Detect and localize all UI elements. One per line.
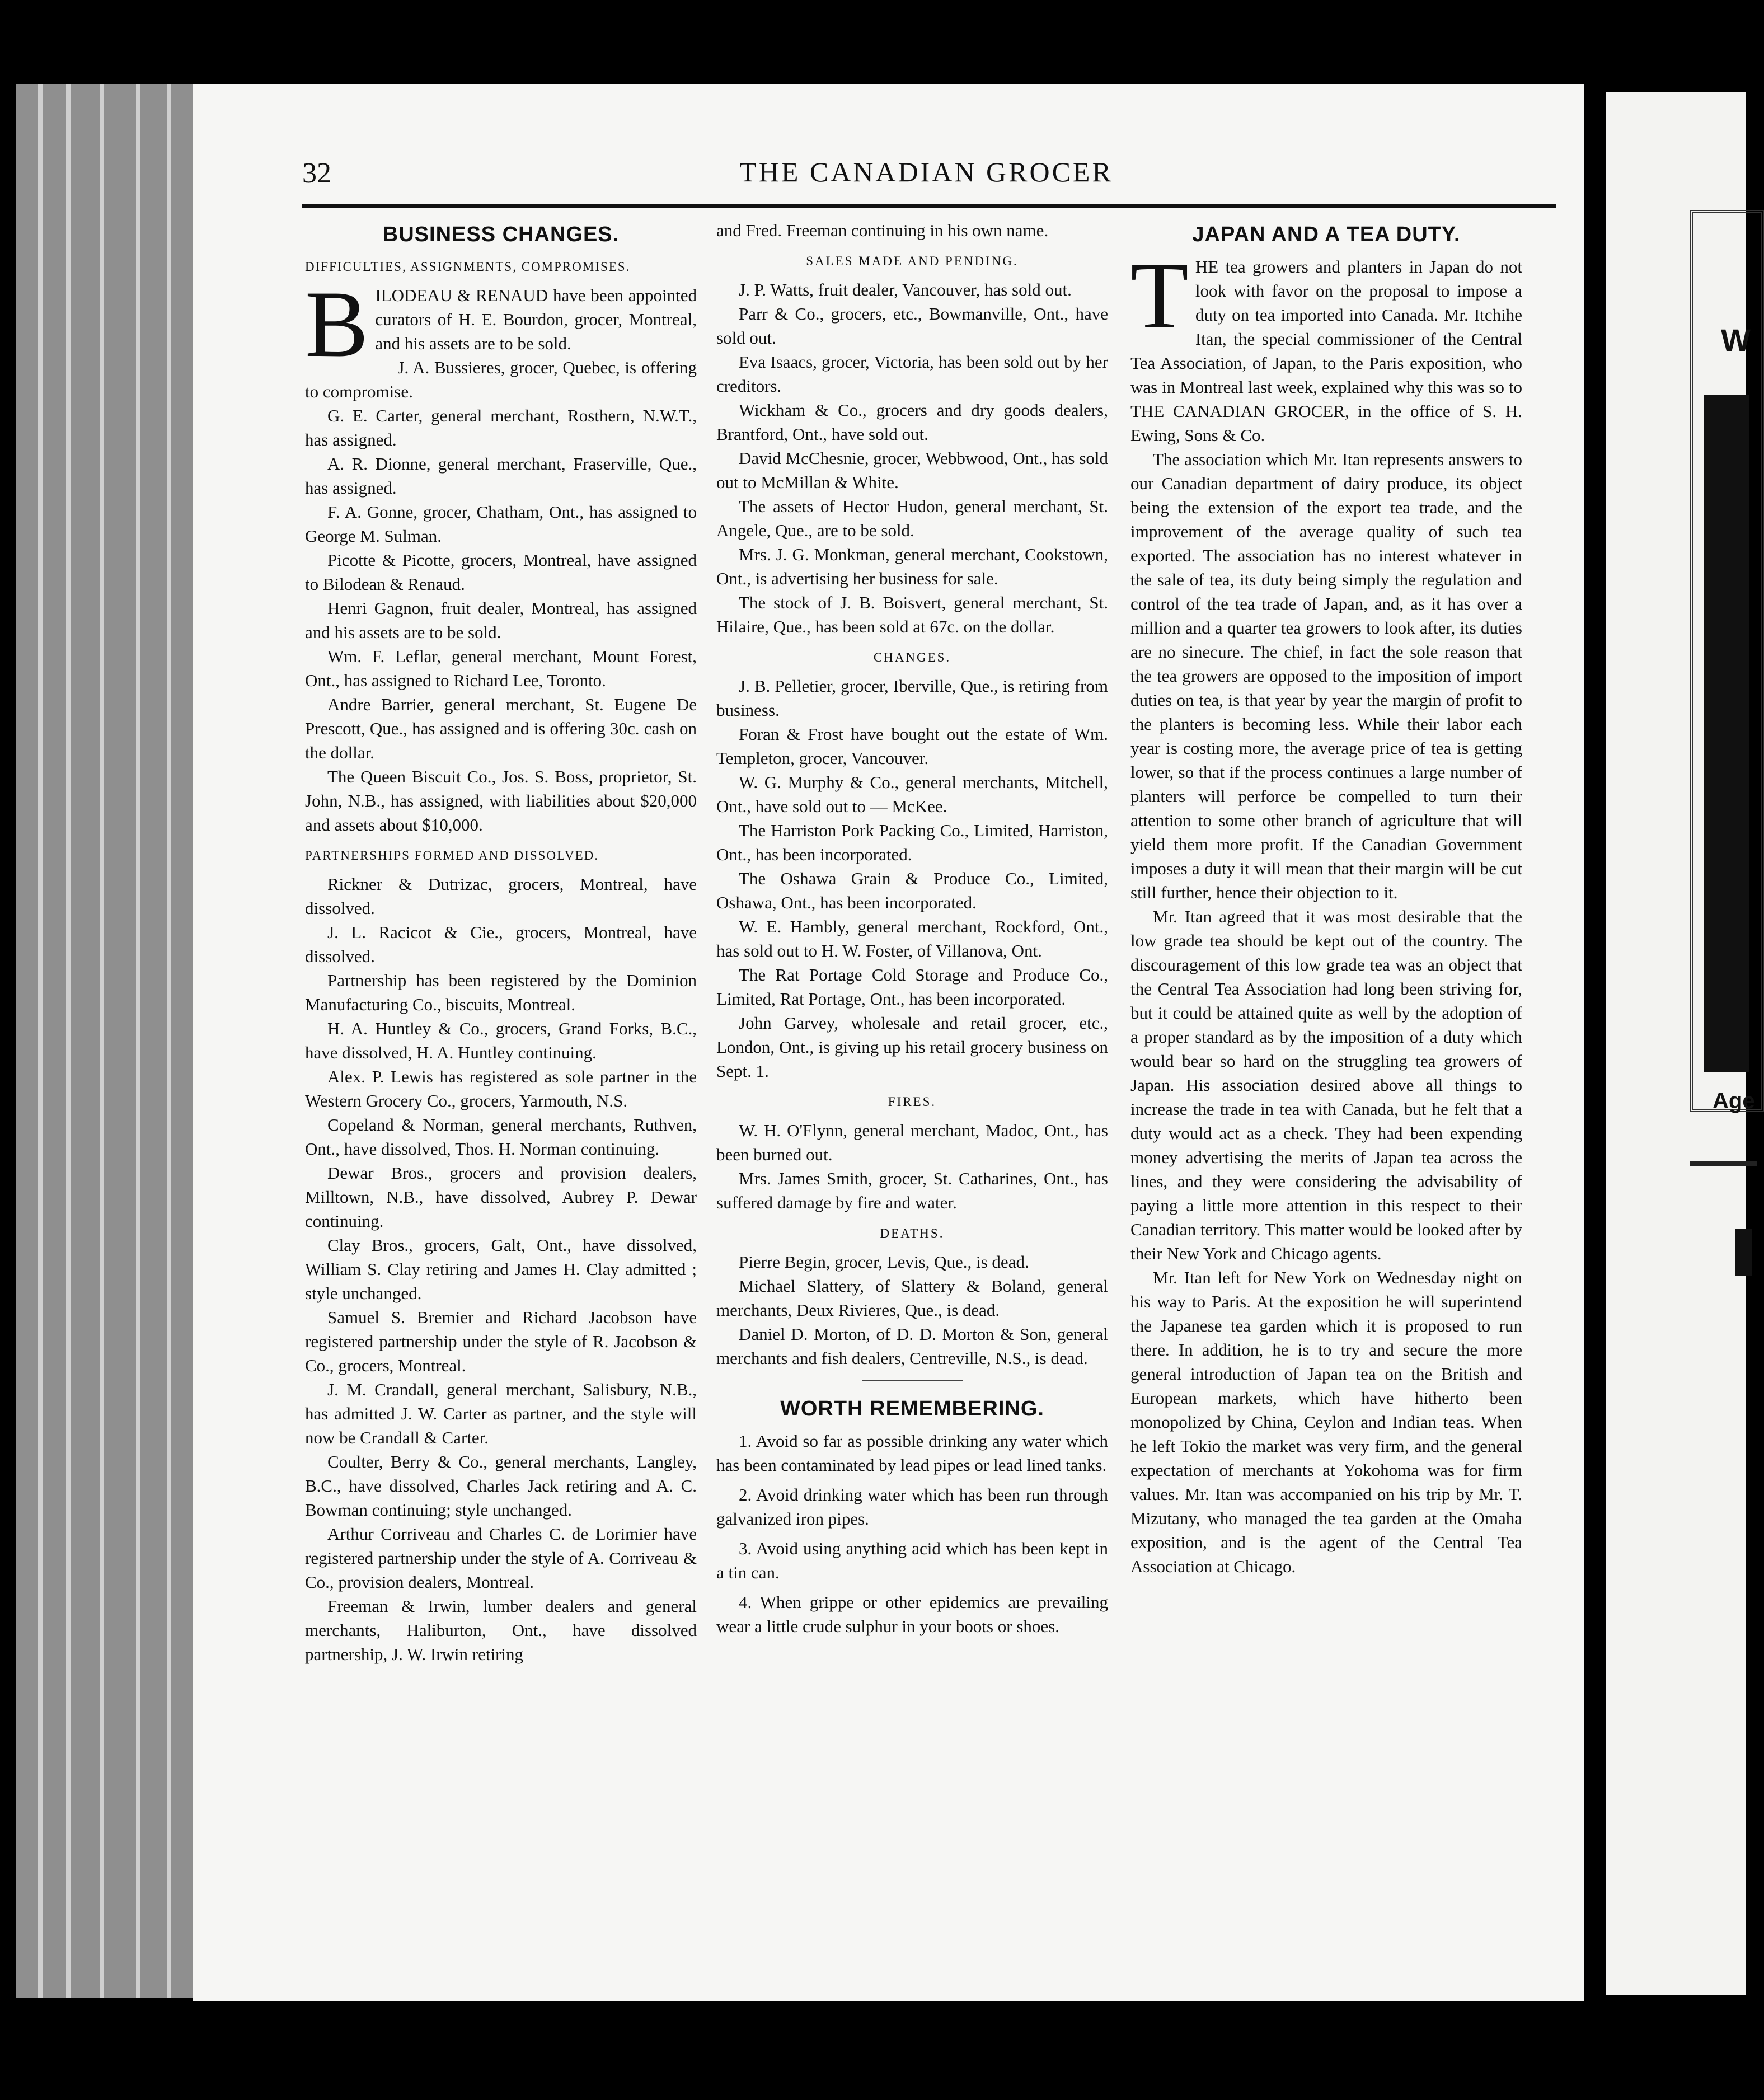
list-item: Foran & Frost have bought out the estate of Wm. Templeton, grocer, Vancouver.	[716, 724, 1108, 768]
list-item: The Rat Portage Cold Storage and Produce Co., Limited, Rat Portage, Ont., has been incorporated.	[716, 965, 1108, 1009]
ad-fragment-text: Age	[1713, 1089, 1755, 1113]
list-item: Coulter, Berry & Co., general merchants, Langley, B.C., have dissolved, Charles Jack retiring and A. C. Bowman continuing; style unchanged.	[305, 1452, 697, 1520]
list-item: The Harriston Pork Packing Co., Limited, Harriston, Ont., has been incorporated.	[716, 821, 1108, 864]
list-item: J. B. Pelletier, grocer, Iberville, Que., is retiring from business.	[716, 676, 1108, 720]
business-changes-lead: BILODEAU & RENAUD have been appointed curators of H. E. Bourdon, grocer, Montreal, and his assets are to be sold.	[305, 271, 697, 377]
book-page-edges	[16, 84, 200, 1998]
japan-tea-lead: THE tea growers and planters in Japan do not look with favor on the proposal to impose a duty on tea imported into Canada. Mr. Itchihe Itan, the special commissioner of the Central Tea Association, of Japan, to the Paris exposition, who was in Montreal last week, explained why this was so to THE CANADIAN GROCER, in the office of S. H. Ewing, Sons & Co.	[1130, 243, 1522, 445]
header-rule	[302, 204, 1556, 208]
ad-fragment-text: W	[1721, 322, 1751, 358]
partnerships-heading: PARTNERSHIPS FORMED AND DISSOLVED.	[305, 849, 599, 862]
list-item: Arthur Corriveau and Charles C. de Lorimier have registered partnership under the style of A. Corriveau & Co., provision dealers, Montreal.	[305, 1524, 697, 1592]
japan-tea-title: JAPAN AND A TEA DUTY.	[1192, 223, 1461, 246]
adjacent-page-fragment	[1606, 92, 1755, 1995]
list-item: Wickham & Co., grocers and dry goods dealers, Brantford, Ont., have sold out.	[716, 400, 1108, 444]
article-paragraph: Mr. Itan agreed that it was most desirable that the low grade tea should be kept out of the country. The discouragement of this low grade tea was an object that the Central Tea Association had long been striving for, but it could be attained quite as well by the adoption of a proper standard as by the imposition of a duty which would bear so hard on the struggling tea growers of Japan. His association desired above all things to increase the trade in tea with Canada, but he felt that a duty would act as a check. They had been expending money advertising the merits of Japan tea across the lines, and they were considering the advisability of paying a little more attention in this respect to their Canadian territory. This matter would be looked after by their New York and Chicago agents.	[1130, 907, 1522, 1263]
list-item: J. L. Racicot & Cie., grocers, Montreal, have dissolved.	[305, 922, 697, 966]
page-number: 32	[302, 157, 331, 189]
sales-heading: SALES MADE AND PENDING.	[806, 254, 1019, 268]
list-item: Daniel D. Morton, of D. D. Morton & Son, general merchants and fish dealers, Centreville, N.S., is dead.	[716, 1324, 1108, 1368]
list-item: W. G. Murphy & Co., general merchants, Mitchell, Ont., have sold out to — McKee.	[716, 772, 1108, 816]
list-item: 3. Avoid using anything acid which has been kept in a tin can.	[716, 1539, 1108, 1582]
list-item: Michael Slattery, of Slattery & Boland, general merchants, Deux Rivieres, Que., is dead.	[716, 1276, 1108, 1320]
list-item: Alex. P. Lewis has registered as sole partner in the Western Grocery Co., grocers, Yarmouth, N.S.	[305, 1067, 697, 1110]
list-item: W. E. Hambly, general merchant, Rockford, Ont., has sold out to H. W. Foster, of Villanova, Ont.	[716, 917, 1108, 960]
list-item: Samuel S. Bremier and Richard Jacobson have registered partnership under the style of R. Jacobson & Co., grocers, Montreal.	[305, 1307, 697, 1375]
continued-text: and Fred. Freeman continuing in his own name.	[716, 221, 1049, 240]
list-item: J. P. Watts, fruit dealer, Vancouver, has sold out.	[739, 280, 1072, 299]
running-head	[302, 151, 1550, 201]
list-item: Dewar Bros., grocers and provision dealers, Milltown, N.B., have dissolved, Aubrey P. Dewar continuing.	[305, 1163, 697, 1231]
list-item: Pierre Begin, grocer, Levis, Que., is dead.	[739, 1252, 1029, 1272]
list-item: 4. When grippe or other epidemics are prevailing wear a little crude sulphur in your boots or shoes.	[716, 1592, 1108, 1636]
list-item: H. A. Huntley & Co., grocers, Grand Forks, B.C., have dissolved, H. A. Huntley continuing.	[305, 1019, 697, 1062]
business-changes-title: BUSINESS CHANGES.	[382, 223, 620, 246]
newspaper-page	[193, 84, 1584, 2001]
drop-cap: B	[305, 271, 369, 377]
list-item: The stock of J. B. Boisvert, general merchant, St. Hilaire, Que., has been sold at 67c. on the dollar.	[716, 593, 1108, 636]
ad-rule	[1690, 1161, 1757, 1166]
deaths-heading: DEATHS.	[880, 1226, 945, 1240]
list-item: Copeland & Norman, general merchants, Ruthven, Ont., have dissolved, Thos. H. Norman continuing.	[305, 1115, 697, 1159]
column-3	[1130, 218, 1522, 1578]
list-item: W. H. O'Flynn, general merchant, Madoc, Ont., has been burned out.	[716, 1121, 1108, 1164]
list-item: Partnership has been registered by the Dominion Manufacturing Co., biscuits, Montreal.	[305, 971, 697, 1014]
fires-heading: FIRES.	[888, 1095, 937, 1109]
section-divider	[862, 1380, 963, 1381]
ad-dark-mark	[1735, 1229, 1752, 1276]
list-item: Rickner & Dutrizac, grocers, Montreal, have dissolved.	[305, 874, 697, 918]
drop-cap: T	[1130, 243, 1189, 348]
difficulties-heading: DIFFICULTIES, ASSIGNMENTS, COMPROMISES.	[305, 260, 631, 274]
list-item: Mrs. J. G. Monkman, general merchant, Cookstown, Ont., is advertising her business for sale.	[716, 545, 1108, 588]
list-item: Clay Bros., grocers, Galt, Ont., have dissolved, William S. Clay retiring and James H. Clay admitted ; style unchanged.	[305, 1235, 697, 1303]
worth-remembering-title: WORTH REMEMBERING.	[780, 1397, 1044, 1421]
list-item: J. M. Crandall, general merchant, Salisbury, N.B., has admitted J. W. Carter as partner, and the style will now be Crandall & Carter.	[305, 1380, 697, 1447]
list-item: Wm. F. Leflar, general merchant, Mount Forest, Ont., has assigned to Richard Lee, Toronto.	[305, 646, 697, 690]
list-item: John Garvey, wholesale and retail grocer, etc., London, Ont., is giving up his retail grocery business on Sept. 1.	[716, 1013, 1108, 1081]
list-item: 2. Avoid drinking water which has been run through galvanized iron pipes.	[716, 1485, 1108, 1529]
article-paragraph: Mr. Itan left for New York on Wednesday night on his way to Paris. At the exposition he will superintend the Japanese tea garden which it is proposed to run there. In addition, he is to try and secure the more general introduction of Japan tea on the British and European markets, which have hitherto been monopolized by China, Ceylon and Indian teas. When he left Tokio the market was very firm, and the general expectation of merchants at Yokohoma was for firm values. Mr. Itan was accompanied on his trip by Mr. T. Mizutany, who managed the tea garden at the Omaha exposition, and is the agent of the Central Tea Association at Chicago.	[1130, 1268, 1522, 1576]
list-item: The Queen Biscuit Co., Jos. S. Boss, proprietor, St. John, N.B., has assigned, with liabilities about $20,000 and assets about $10,000.	[305, 767, 697, 835]
list-item: The assets of Hector Hudon, general merchant, St. Angele, Que., are to be sold.	[716, 496, 1108, 540]
article-paragraph: The association which Mr. Itan represents answers to our Canadian department of dairy produce, its object being the extension of the export tea trade, and the improvement of the average quality of such tea exported. The association has no interest whatever in the sale of tea, its duty being simply the regulation and control of the tea trade of Japan, and, as it has over a million and a quarter tea growers to look after, its duties are no sinecure. The chief, in fact the sole reason that the tea growers are opposed to the imposition of import duties on tea, is that year by year the margin of profit to the planters is becoming less. While their labor each year is costing more, the average price of tea is getting lower, so that if the process continues a large number of planters will perforce be compelled to turn their attention to some other branch of agriculture that will yield them more profit. If the Canadian Government imposes a duty it will mean that their margin will be cut still further, hence their objection to it.	[1130, 449, 1522, 902]
list-item: G. E. Carter, general merchant, Rosthern, N.W.T., has assigned.	[305, 406, 697, 449]
list-item: Freeman & Irwin, lumber dealers and general merchants, Haliburton, Ont., have dissolved partnership, J. W. Irwin retiring	[305, 1596, 697, 1664]
list-item: Picotte & Picotte, grocers, Montreal, have assigned to Bilodean & Renaud.	[305, 550, 697, 594]
changes-heading: CHANGES.	[873, 650, 951, 664]
list-item: 1. Avoid so far as possible drinking any water which has been contaminated by lead pipes or lead lined tanks.	[716, 1431, 1108, 1475]
list-item: Mrs. James Smith, grocer, St. Catharines, Ont., has suffered damage by fire and water.	[716, 1169, 1108, 1212]
list-item: David McChesnie, grocer, Webbwood, Ont., has sold out to McMillan & White.	[716, 448, 1108, 492]
list-item: J. A. Bussieres, grocer, Quebec, is offering to compromise.	[305, 358, 697, 401]
publication-title: THE CANADIAN GROCER	[739, 156, 1113, 187]
column-2	[716, 218, 1108, 1638]
list-item: Parr & Co., grocers, etc., Bowmanville, Ont., have sold out.	[716, 304, 1108, 348]
column-1	[305, 218, 697, 1666]
list-item: Henri Gagnon, fruit dealer, Montreal, has assigned and his assets are to be sold.	[305, 598, 697, 642]
list-item: A. R. Dionne, general merchant, Fraserville, Que., has assigned.	[305, 454, 697, 498]
list-item: The Oshawa Grain & Produce Co., Limited, Oshawa, Ont., has been incorporated.	[716, 869, 1108, 912]
list-item: F. A. Gonne, grocer, Chatham, Ont., has assigned to George M. Sulman.	[305, 502, 697, 546]
list-item: Andre Barrier, general merchant, St. Eugene De Prescott, Que., has assigned and is offering 30c. cash on the dollar.	[305, 695, 697, 762]
ad-dark-block	[1704, 395, 1749, 1072]
list-item: Eva Isaacs, grocer, Victoria, has been sold out by her creditors.	[716, 352, 1108, 396]
